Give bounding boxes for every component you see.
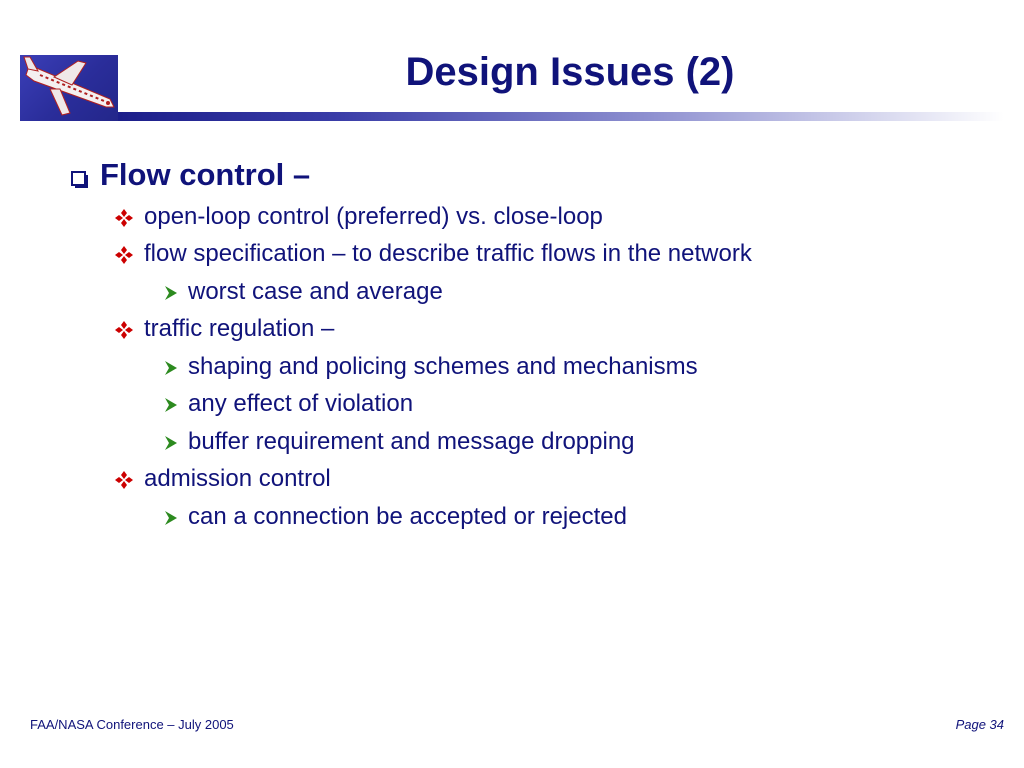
sub-list-item: [162, 502, 627, 532]
sub-list-item: [162, 352, 698, 382]
list-item-text: admission control: [144, 465, 331, 492]
sub-list-item: [162, 427, 635, 457]
four-diamond-icon: [114, 206, 134, 226]
list-item-text: traffic regulation –: [144, 315, 335, 342]
list-item-text: flow specification – to describe traffic flows in the network: [144, 240, 752, 267]
list-item: [114, 202, 603, 232]
footer-conference: FAA/NASA Conference – July 2005: [30, 717, 234, 732]
arrowhead-icon: [162, 506, 180, 526]
four-diamond-icon: [114, 468, 134, 488]
sub-list-item-text: any effect of violation: [188, 390, 414, 417]
sub-list-item: [162, 277, 443, 307]
sub-list-item-text: worst case and average: [188, 278, 443, 305]
heading-text: Flow control –: [100, 157, 311, 192]
sub-list-item-text: can a connection be accepted or rejected: [188, 503, 627, 530]
list-item: [114, 239, 752, 269]
arrowhead-icon: [162, 356, 180, 376]
sub-list-item: [162, 389, 413, 419]
four-diamond-icon: [114, 318, 134, 338]
four-diamond-icon: [114, 243, 134, 263]
list-item: [114, 464, 331, 494]
arrowhead-icon: [162, 431, 180, 451]
sub-list-item-text: shaping and policing schemes and mechanisms: [188, 353, 698, 380]
bullet-heading: [70, 156, 310, 194]
footer-page-number: Page 34: [955, 717, 1004, 732]
list-item-text: open-loop control (preferred) vs. close-loop: [144, 203, 603, 230]
list-item: [114, 314, 334, 344]
arrowhead-icon: [162, 281, 180, 301]
checkbox-square-icon: [70, 162, 90, 186]
sub-list-item-text: buffer requirement and message dropping: [188, 428, 635, 455]
arrowhead-icon: [162, 393, 180, 413]
slide-title: Design Issues (2): [405, 50, 735, 94]
